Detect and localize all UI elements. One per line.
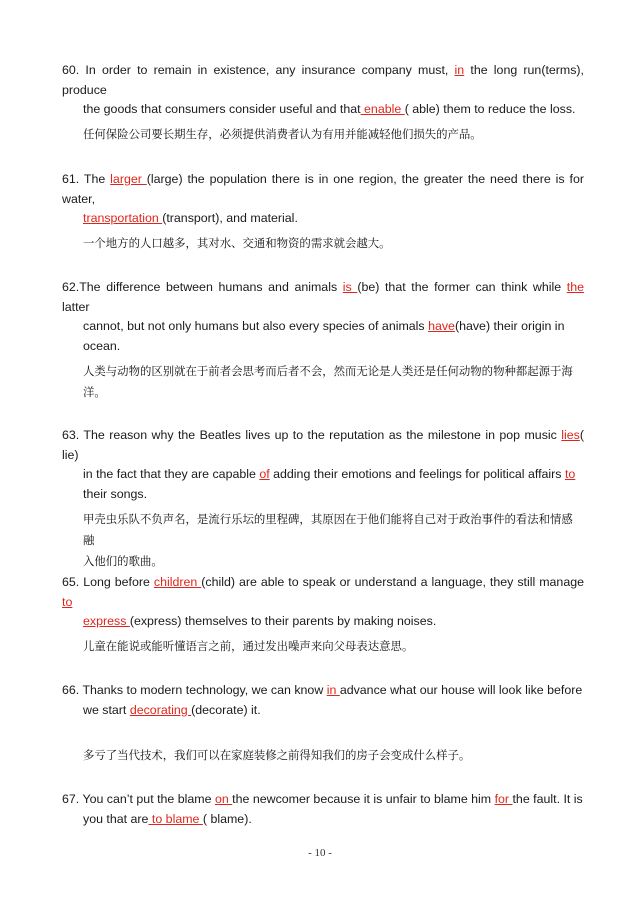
answer-fill: decorating <box>129 702 192 717</box>
sentence-text: 61. The <box>62 172 111 186</box>
question-line <box>62 810 584 830</box>
sentence-text: (large) the population there is in one region, the greater the need there is for water, <box>62 172 584 206</box>
answer-fill: to blame <box>148 811 203 826</box>
sentence-text: (express) themselves to their parents by making noises. <box>129 614 437 629</box>
question-line <box>62 100 584 120</box>
question-60 <box>62 61 584 120</box>
answer-fill: lies <box>561 428 580 442</box>
page-number: - 10 - <box>308 847 332 859</box>
sentence-text: you that are <box>83 811 149 826</box>
answer-fill: in <box>454 63 465 77</box>
answer-fill: express <box>83 614 130 629</box>
sentence-text: (have) their origin in <box>454 319 565 334</box>
translation-line: 入他们的歌曲。 <box>83 554 163 568</box>
question-line <box>62 573 584 612</box>
translation-65: 儿童在能说或能听懂语言之前，通过发出噪声来向父母表达意思。 <box>83 639 414 653</box>
question-line <box>62 209 584 229</box>
answer-fill: transportation <box>83 211 163 226</box>
sentence-text: adding their emotions and feelings for political affairs <box>269 467 565 482</box>
question-line <box>62 790 584 810</box>
sentence-text: ( lie) <box>62 428 584 462</box>
question-63 <box>62 426 584 504</box>
sentence-text: (child) are able to speak or understand a language, they still manage <box>201 575 584 589</box>
sentence-text: ( able) them to reduce the loss. <box>404 102 576 117</box>
sentence-text: 63. The reason why the Beatles lives up to the reputation as the milestone in pop music <box>62 428 562 442</box>
answer-fill: larger <box>110 172 147 186</box>
translation-line: 人类与动物的区别就在于前者会思考而后者不会，然而无论是人类还是任何动物的物种都起源于海 <box>83 364 573 378</box>
translation-63 <box>83 509 583 572</box>
answer-fill: to <box>564 467 576 482</box>
sentence-text: in the fact that they are capable <box>83 467 260 482</box>
question-line <box>62 485 584 505</box>
question-line <box>62 278 584 317</box>
answer-fill: is <box>342 280 358 294</box>
translation-line: 洋。 <box>83 385 106 399</box>
question-line <box>62 465 584 485</box>
sentence-text: the fault. It is <box>512 792 583 806</box>
question-line <box>62 337 584 357</box>
question-line <box>62 426 584 465</box>
sentence-text: we start <box>83 702 130 717</box>
sentence-text: advance what our house will look like before <box>339 683 583 697</box>
question-line <box>62 612 584 632</box>
sentence-text: (be) that the former can think while <box>357 280 567 294</box>
sentence-text: the newcomer because it is unfair to blame him <box>232 792 495 806</box>
question-65 <box>62 573 584 632</box>
question-line <box>62 317 584 337</box>
translation-61: 一个地方的人口越多，其对水、交通和物资的需求就会越大。 <box>83 236 391 250</box>
question-62 <box>62 278 584 356</box>
sentence-text: 66. Thanks to modern technology, we can know <box>62 683 327 697</box>
answer-fill: to <box>62 594 73 609</box>
question-line <box>62 701 584 721</box>
question-line <box>62 170 584 209</box>
sentence-text: (decorate) it. <box>191 702 261 717</box>
answer-fill: children <box>153 575 202 589</box>
question-line <box>62 61 584 100</box>
question-61 <box>62 170 584 229</box>
sentence-text: (transport), and material. <box>162 211 298 226</box>
sentence-text: cannot, but not only humans but also every species of animals <box>83 319 429 334</box>
question-66 <box>62 681 584 720</box>
question-line <box>62 681 584 701</box>
sentence-text: 62.The difference between humans and animals <box>62 280 343 294</box>
translation-line: 甲壳虫乐队不负声名，是流行乐坛的里程碑，其原因在于他们能将自己对于政治事件的看法和情感融 <box>83 512 573 547</box>
answer-fill: for <box>494 792 513 806</box>
sentence-text: 67. You can’t put the blame <box>62 792 215 806</box>
sentence-text: the goods that consumers consider useful and that <box>83 102 361 117</box>
answer-fill: on <box>214 792 233 806</box>
answer-fill: have <box>428 319 455 334</box>
translation-60: 任何保险公司要长期生存，必须提供消费者认为有用并能减轻他们损失的产品。 <box>83 127 482 141</box>
sentence-text: latter <box>62 299 90 314</box>
sentence-text: their songs. <box>83 486 148 501</box>
sentence-text: 60. In order to remain in existence, any insurance company must, <box>62 63 455 77</box>
translation-66: 多亏了当代技术，我们可以在家庭装修之前得知我们的房子会变成什么样子。 <box>83 748 471 762</box>
sentence-text: the long run(terms), produce <box>62 63 584 97</box>
answer-fill: enable <box>360 102 405 117</box>
question-67 <box>62 790 584 829</box>
translation-62 <box>83 361 583 403</box>
answer-fill: of <box>259 467 270 482</box>
answer-fill: in <box>326 683 340 697</box>
sentence-text: 65. Long before <box>62 575 154 589</box>
sentence-text: ocean. <box>83 338 121 353</box>
sentence-text: ( blame). <box>202 811 252 826</box>
answer-fill: the <box>566 280 584 294</box>
